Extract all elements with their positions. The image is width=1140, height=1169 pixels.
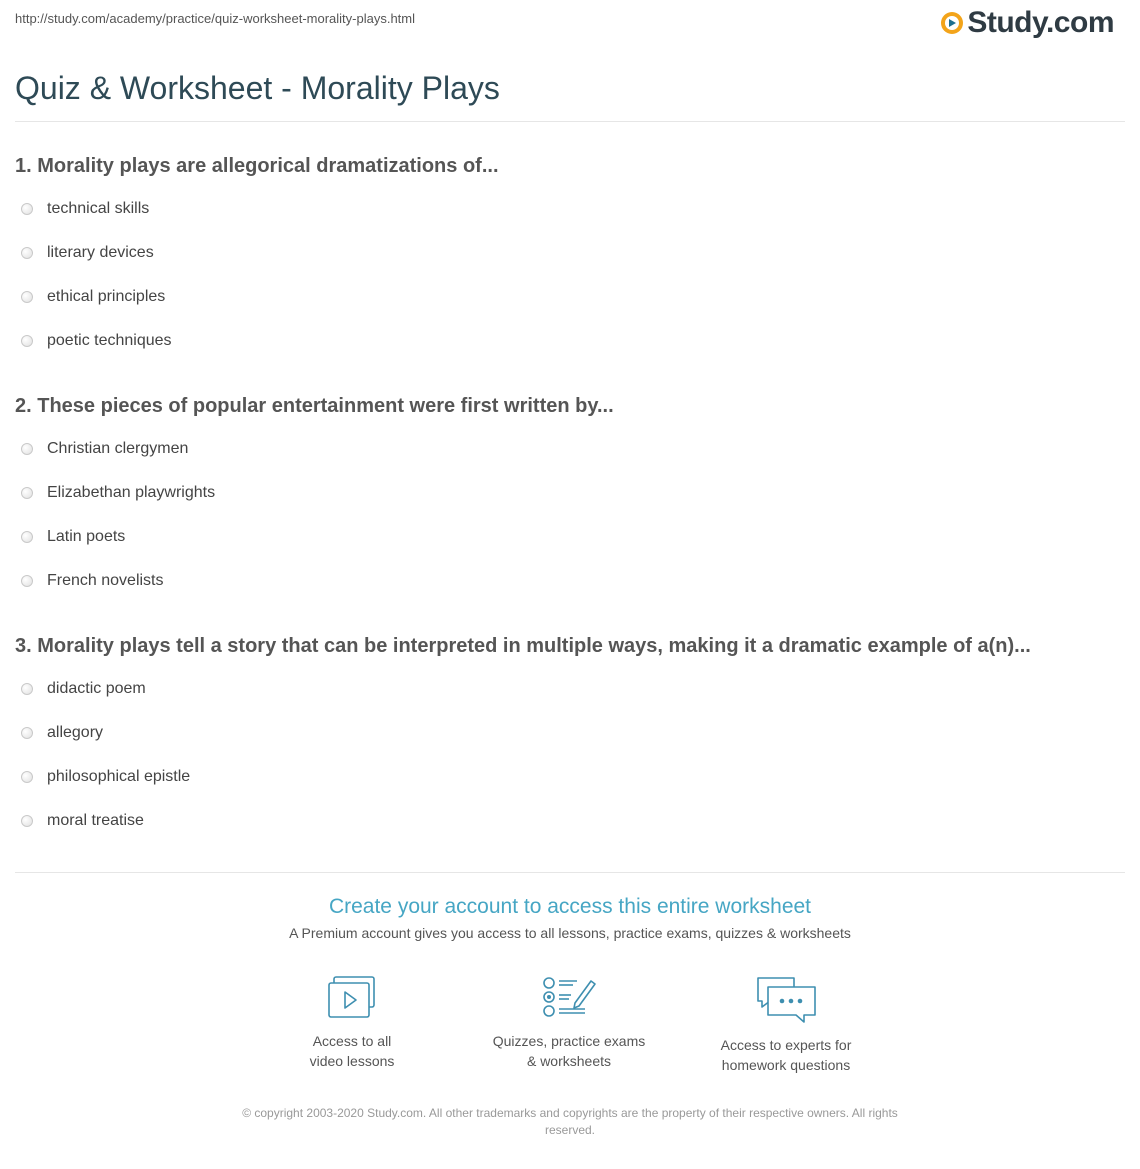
feature-video-lessons (252, 975, 452, 1071)
option-label: moral treatise (47, 812, 144, 829)
radio-button[interactable] (21, 443, 33, 455)
cta-divider (15, 872, 1125, 873)
feature-label-line1: Access to experts for (720, 1037, 852, 1053)
radio-button[interactable] (21, 203, 33, 215)
option-label: poetic techniques (47, 332, 172, 349)
feature-label-line1: Quizzes, practice exams (492, 1033, 646, 1049)
q2-option-4[interactable] (21, 572, 164, 590)
title-divider (15, 121, 1125, 122)
radio-button[interactable] (21, 335, 33, 347)
copyright-line-1: © copyright 2003-2020 Study.com. All other trademarks and copyrights are the property of their respective owners. All rights (242, 1106, 898, 1120)
question-2-text: 2. These pieces of popular entertainment were first written by... (15, 395, 614, 417)
feature-label-line2: video lessons (309, 1053, 395, 1069)
create-account-link[interactable]: Create your account to access this entire worksheet (328, 895, 812, 918)
q3-option-3[interactable] (21, 768, 190, 786)
option-label: Elizabethan playwrights (47, 484, 216, 501)
q1-option-1[interactable] (21, 200, 149, 218)
radio-button[interactable] (21, 247, 33, 259)
copyright-notice (0, 1105, 1140, 1139)
feature-label (252, 1031, 452, 1071)
q2-option-2[interactable] (21, 484, 215, 502)
play-logo-icon (941, 12, 963, 34)
chat-experts-icon (754, 975, 818, 1025)
feature-experts (686, 975, 886, 1075)
radio-button[interactable] (21, 771, 33, 783)
feature-label-line2: & worksheets (526, 1053, 612, 1069)
option-label: technical skills (47, 200, 150, 217)
feature-label (686, 1035, 886, 1075)
question-1-text: 1. Morality plays are allegorical dramatizations of... (15, 155, 499, 177)
option-label: Latin poets (47, 528, 126, 545)
q1-option-3[interactable] (21, 288, 165, 306)
radio-button[interactable] (21, 531, 33, 543)
video-lessons-icon (326, 975, 378, 1021)
q1-option-4[interactable] (21, 332, 172, 350)
page-url: http://study.com/academy/practice/quiz-worksheet-morality-plays.html (15, 11, 416, 26)
radio-button[interactable] (21, 727, 33, 739)
logo-text: Study.com (967, 6, 1114, 39)
option-label: French novelists (47, 572, 164, 589)
feature-quizzes (469, 975, 669, 1071)
study-logo[interactable] (941, 6, 1114, 40)
radio-button[interactable] (21, 487, 33, 499)
option-label: philosophical epistle (47, 768, 191, 785)
copyright-line-2: reserved. (544, 1123, 596, 1137)
q2-option-3[interactable] (21, 528, 125, 546)
cta-subtitle: A Premium account gives you access to all lessons, practice exams, quizzes & worksheets (289, 925, 851, 941)
q3-option-1[interactable] (21, 680, 146, 698)
q1-option-2[interactable] (21, 244, 154, 262)
radio-button[interactable] (21, 683, 33, 695)
option-label: didactic poem (47, 680, 146, 697)
feature-label (469, 1031, 669, 1071)
radio-button[interactable] (21, 815, 33, 827)
q3-option-4[interactable] (21, 812, 144, 830)
radio-button[interactable] (21, 291, 33, 303)
quiz-checklist-icon (541, 975, 597, 1021)
q3-option-2[interactable] (21, 724, 103, 742)
radio-button[interactable] (21, 575, 33, 587)
question-3-text: 3. Morality plays tell a story that can be interpreted in multiple ways, making it a dramatic example of a(n)... (15, 635, 1031, 657)
page-title: Quiz & Worksheet - Morality Plays (15, 70, 500, 106)
option-label: literary devices (47, 244, 154, 261)
feature-label-line1: Access to all (312, 1033, 392, 1049)
option-label: Christian clergymen (47, 440, 189, 457)
feature-label-line2: homework questions (721, 1057, 851, 1073)
option-label: allegory (47, 724, 104, 741)
option-label: ethical principles (47, 288, 166, 305)
q2-option-1[interactable] (21, 440, 188, 458)
